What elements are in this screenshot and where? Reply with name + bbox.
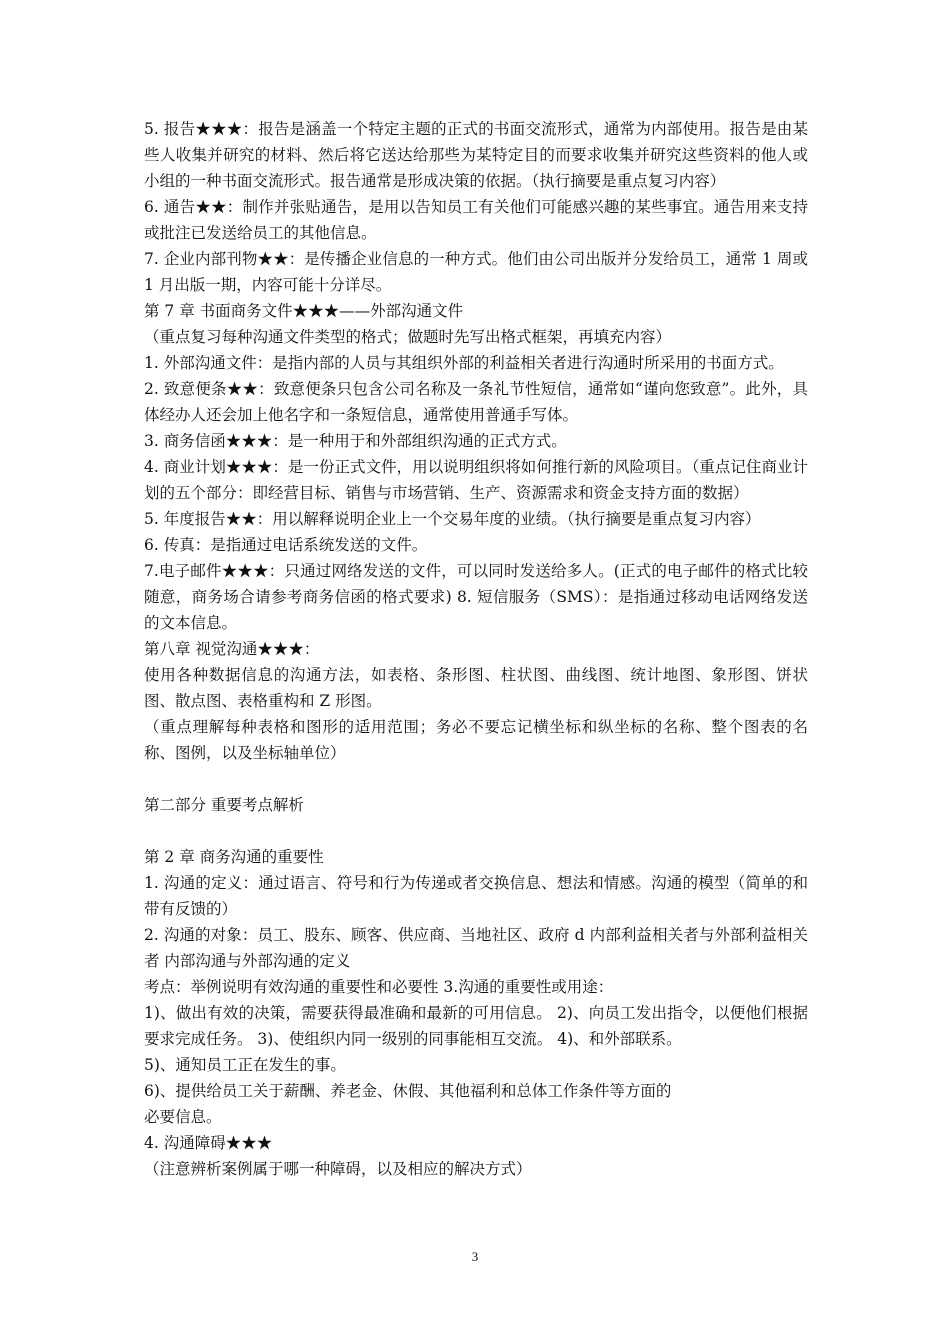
chapter-2-heading: 第 2 章 商务沟通的重要性: [144, 848, 324, 866]
paragraph-barriers: 4. 沟通障碍★★★: [144, 1134, 273, 1152]
paragraph-email-sms: 7.电子邮件★★★：只通过网络发送的文件，可以同时发送给多人。(正式的电子邮件的格式比较随意，商务场合请参考商务信函的格式要求) 8. 短信服务（SMS）：是指通过移动电话网络发送的文本信息。: [144, 562, 808, 632]
chapter-7-heading: 第 7 章 书面商务文件★★★——外部沟通文件: [144, 302, 464, 320]
paragraph-notice: 6. 通告★★：制作并张贴通告，是用以告知员工有关他们可能感兴趣的某些事宜。通告用来支持或批注已发送给员工的其他信息。: [144, 198, 808, 242]
paragraph-compliment-slip: 2. 致意便条★★：致意便条只包含公司名称及一条礼节性短信，通常如“谨向您致意”。此外，具体经办人还会加上他名字和一条短信息，通常使用普通手写体。: [144, 380, 808, 424]
paragraph-exam-point: 考点：举例说明有效沟通的重要性和必要性 3.沟通的重要性或用途：: [144, 978, 614, 996]
paragraph-barriers-note: （注意辨析案例属于哪一种障碍，以及相应的解决方式）: [144, 1160, 532, 1178]
paragraph-external-docs: 1. 外部沟通文件：是指内部的人员与其组织外部的利益相关者进行沟通时所采用的书面方式。: [144, 354, 784, 372]
paragraph-uses: 1)、做出有效的决策，需要获得最准确和最新的可用信息。 2)、向员工发出指令，以便他们根据要求完成任务。 3)、使组织内同一级别的同事能相互交流。 4)、和外部联系。: [144, 1004, 808, 1048]
paragraph-audience: 2. 沟通的对象：员工、股东、顾客、供应商、当地社区、政府 d 内部利益相关者与外部利益相关者 内部沟通与外部沟通的定义: [144, 926, 808, 970]
paragraph-annual-report: 5. 年度报告★★：用以解释说明企业上一个交易年度的业绩。（执行摘要是重点复习内容）: [144, 510, 761, 528]
blank-line: [144, 766, 808, 792]
paragraph-report: 5. 报告★★★：报告是涵盖一个特定主题的正式的书面交流形式，通常为内部使用。报告是由某些人收集并研究的材料、然后将它送达给那些为某特定目的而要求收集并研究这些资料的他人或小组的一种书面交流形式。报告通常是形成决策的依据。（执行摘要是重点复习内容）: [144, 120, 808, 190]
paragraph-internal-publication: 7. 企业内部刊物★★：是传播企业信息的一种方式。他们由公司出版并分发给员工，通常 1 周或 1 月出版一期，内容可能十分详尽。: [144, 250, 808, 294]
document-body: [144, 116, 808, 1182]
paragraph-business-plan: 4. 商业计划★★★：是一份正式文件，用以说明组织将如何推行新的风险项目。（重点记住商业计划的五个部分：即经营目标、销售与市场营销、生产、资源需求和资金支持方面的数据）: [144, 458, 808, 502]
paragraph-use-6: 6)、提供给员工关于薪酬、养老金、休假、其他福利和总体工作条件等方面的: [144, 1082, 672, 1100]
paragraph-fax: 6. 传真：是指通过电话系统发送的文件。: [144, 536, 428, 554]
chapter-7-note: （重点复习每种沟通文件类型的格式；做题时先写出格式框架，再填充内容）: [144, 328, 672, 346]
blank-line: [144, 818, 808, 844]
paragraph-visual-methods: 使用各种数据信息的沟通方法，如表格、条形图、柱状图、曲线图、统计地图、象形图、饼状图、散点图、表格重构和 Z 形图。: [144, 666, 808, 710]
paragraph-use-6-cont: 必要信息。: [144, 1108, 222, 1126]
paragraph-use-5: 5)、通知员工正在发生的事。: [144, 1056, 346, 1074]
part-2-heading: 第二部分 重要考点解析: [144, 796, 304, 814]
page-number: 3: [471, 1249, 479, 1264]
paragraph-business-letter: 3. 商务信函★★★：是一种用于和外部组织沟通的正式方式。: [144, 432, 567, 450]
paragraph-definition: 1. 沟通的定义：通过语言、符号和行为传递或者交换信息、想法和情感。沟通的模型（简单的和带有反馈的）: [144, 874, 808, 918]
paragraph-visual-note: （重点理解每种表格和图形的适用范围；务必不要忘记横坐标和纵坐标的名称、整个图表的名称、图例，以及坐标轴单位）: [144, 718, 808, 762]
chapter-8-heading: 第八章 视觉沟通★★★：: [144, 640, 320, 658]
